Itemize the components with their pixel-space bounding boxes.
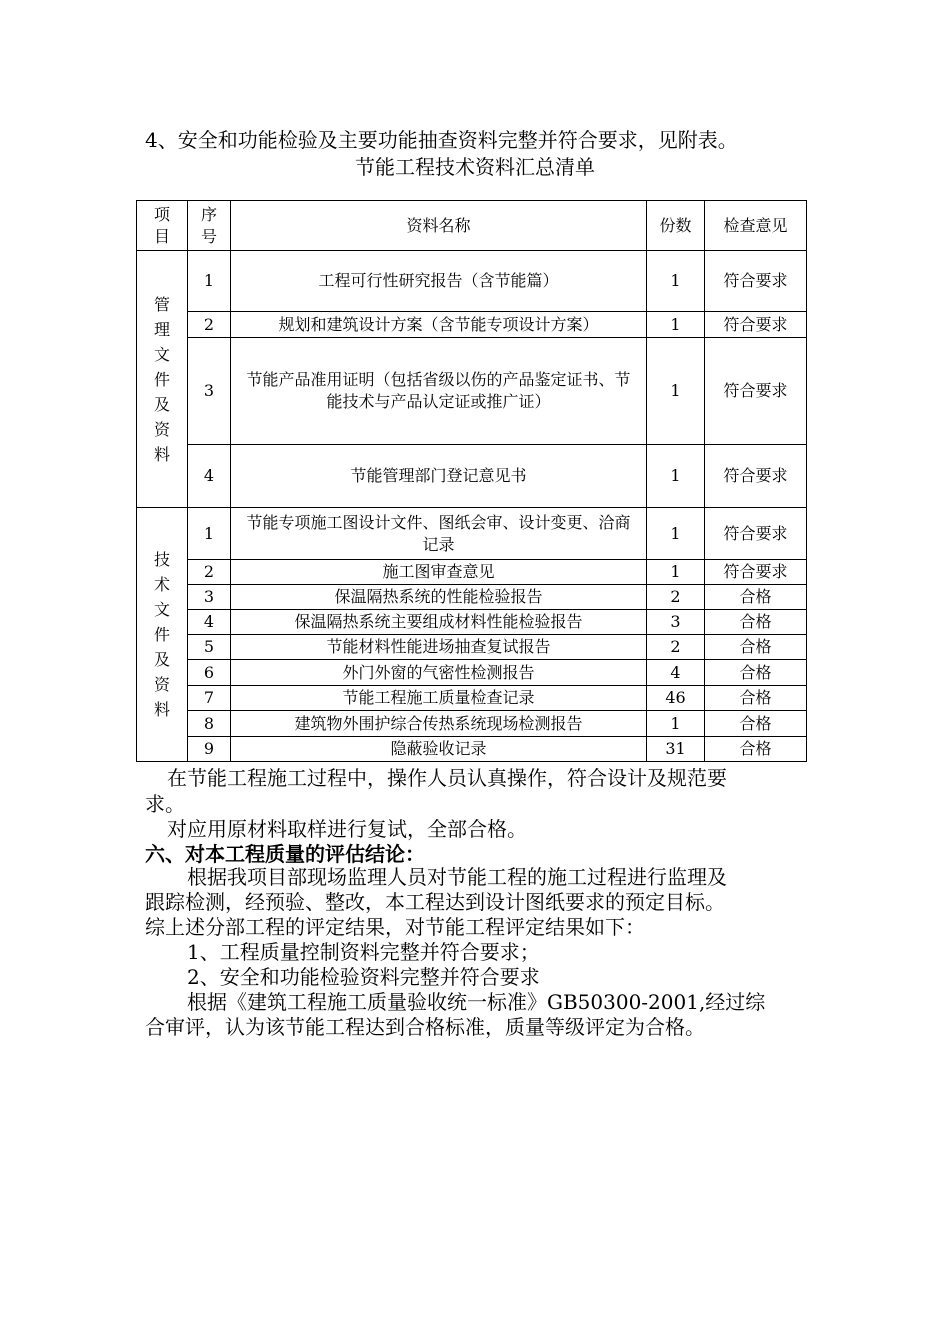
row-copies: 3 — [647, 610, 705, 635]
paragraph-line: 求。 — [145, 792, 185, 816]
paragraph-line: 合审评，认为该节能工程达到合格标准，质量等级评定为合格。 — [145, 1015, 705, 1039]
row-opinion: 合格 — [705, 660, 807, 686]
table-row — [137, 560, 807, 585]
table-row — [137, 737, 807, 762]
row-no: 5 — [188, 635, 231, 660]
row-opinion: 合格 — [705, 610, 807, 635]
row-opinion: 合格 — [705, 686, 807, 711]
row-copies: 4 — [647, 660, 705, 686]
row-copies: 1 — [647, 508, 705, 560]
header-copies: 份数 — [647, 201, 705, 251]
group-label-management: 管理文件及资料 — [137, 251, 188, 508]
row-no: 3 — [188, 338, 231, 445]
row-name: 规划和建筑设计方案（含节能专项设计方案） — [231, 312, 647, 338]
row-no: 3 — [188, 585, 231, 610]
row-no: 2 — [188, 312, 231, 338]
conclusion-item: 1、工程质量控制资料完整并符合要求； — [187, 940, 540, 964]
row-name: 施工图审查意见 — [231, 560, 647, 585]
row-copies: 1 — [647, 338, 705, 445]
table-row — [137, 635, 807, 660]
table-title: 节能工程技术资料汇总清单 — [355, 155, 595, 179]
row-no: 1 — [188, 508, 231, 560]
row-opinion: 合格 — [705, 585, 807, 610]
section-heading: 六、对本工程质量的评估结论： — [145, 842, 425, 866]
row-opinion: 合格 — [705, 711, 807, 737]
paragraph-line: 在节能工程施工过程中，操作人员认真操作，符合设计及规范要 — [167, 766, 727, 790]
row-name: 外门外窗的气密性检测报告 — [231, 660, 647, 686]
row-copies: 1 — [647, 251, 705, 312]
row-no: 2 — [188, 560, 231, 585]
intro-text: 4、安全和功能检验及主要功能抽查资料完整并符合要求，见附表。 — [145, 128, 738, 152]
row-name: 节能工程施工质量检查记录 — [231, 686, 647, 711]
row-no: 7 — [188, 686, 231, 711]
summary-table — [136, 200, 807, 762]
paragraph-line: 跟踪检测，经预验、整改，本工程达到设计图纸要求的预定目标。 — [145, 890, 725, 914]
group-label-technical: 技术文件及资料 — [137, 508, 188, 762]
row-no: 4 — [188, 610, 231, 635]
row-copies: 2 — [647, 585, 705, 610]
table-row — [137, 660, 807, 686]
row-copies: 31 — [647, 737, 705, 762]
row-name: 节能产品准用证明（包括省级以伤的产品鉴定证书、节能技术与产品认定证或推广证） — [231, 338, 647, 445]
paragraph-line: 根据《建筑工程施工质量验收统一标准》GB50300-2001,经过综 — [187, 990, 766, 1014]
paragraph-line: 综上述分部工程的评定结果，对节能工程评定结果如下： — [145, 915, 645, 939]
row-no: 1 — [188, 251, 231, 312]
row-copies: 46 — [647, 686, 705, 711]
row-opinion: 符合要求 — [705, 508, 807, 560]
row-opinion: 符合要求 — [705, 338, 807, 445]
table-row — [137, 312, 807, 338]
row-no: 9 — [188, 737, 231, 762]
row-opinion: 合格 — [705, 635, 807, 660]
row-name: 保温隔热系统的性能检验报告 — [231, 585, 647, 610]
row-name: 隐蔽验收记录 — [231, 737, 647, 762]
row-opinion: 符合要求 — [705, 251, 807, 312]
table-row — [137, 610, 807, 635]
row-copies: 1 — [647, 711, 705, 737]
table-row — [137, 585, 807, 610]
row-opinion: 合格 — [705, 737, 807, 762]
row-no: 6 — [188, 660, 231, 686]
row-no: 8 — [188, 711, 231, 737]
table-row — [137, 251, 807, 312]
conclusion-item: 2、安全和功能检验资料完整并符合要求 — [187, 965, 540, 989]
row-opinion: 符合要求 — [705, 445, 807, 508]
header-no: 序号 — [188, 201, 231, 251]
row-opinion: 符合要求 — [705, 312, 807, 338]
row-name: 节能专项施工图设计文件、图纸会审、设计变更、洽商记录 — [231, 508, 647, 560]
table-row — [137, 445, 807, 508]
row-name: 工程可行性研究报告（含节能篇） — [231, 251, 647, 312]
table-row — [137, 711, 807, 737]
row-no: 4 — [188, 445, 231, 508]
table-row — [137, 508, 807, 560]
row-opinion: 符合要求 — [705, 560, 807, 585]
row-name: 节能材料性能进场抽查复试报告 — [231, 635, 647, 660]
header-name: 资料名称 — [231, 201, 647, 251]
header-opinion: 检查意见 — [705, 201, 807, 251]
row-name: 节能管理部门登记意见书 — [231, 445, 647, 508]
header-item: 项目 — [137, 201, 188, 251]
paragraph: 对应用原材料取样进行复试，全部合格。 — [167, 817, 527, 841]
row-copies: 1 — [647, 312, 705, 338]
row-copies: 1 — [647, 560, 705, 585]
row-copies: 2 — [647, 635, 705, 660]
table-row — [137, 686, 807, 711]
table-row — [137, 338, 807, 445]
row-copies: 1 — [647, 445, 705, 508]
row-name: 保温隔热系统主要组成材料性能检验报告 — [231, 610, 647, 635]
paragraph-line: 根据我项目部现场监理人员对节能工程的施工过程进行监理及 — [187, 865, 727, 889]
row-name: 建筑物外围护综合传热系统现场检测报告 — [231, 711, 647, 737]
table-header-row — [137, 201, 807, 251]
